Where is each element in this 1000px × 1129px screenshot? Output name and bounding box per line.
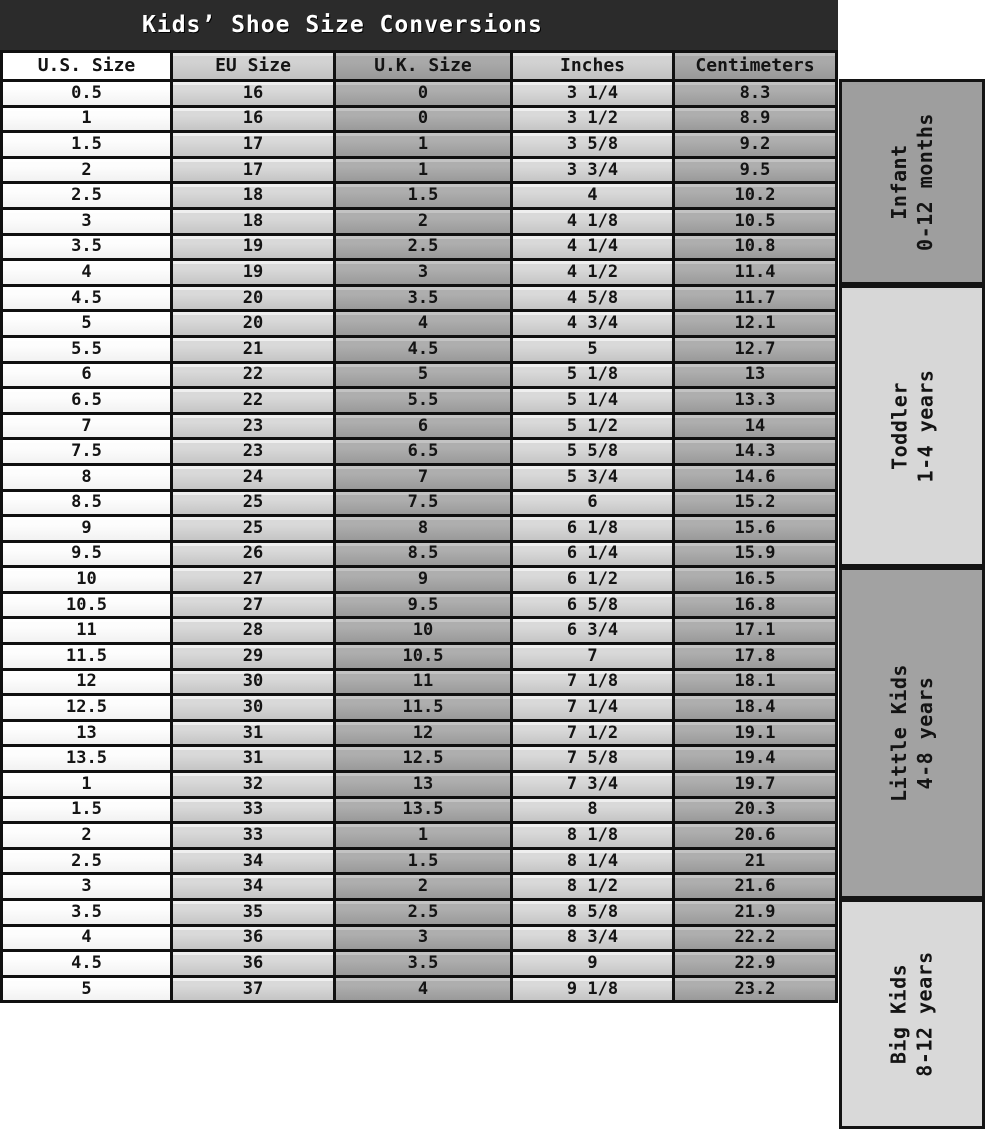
cell-eu-size: 31	[173, 747, 333, 770]
cell-centimeters: 17.1	[675, 619, 835, 642]
table-row	[3, 799, 835, 822]
table-row	[3, 952, 835, 975]
column-header-centimeters: Centimeters	[675, 53, 835, 79]
cell-inches: 6 1/4	[513, 543, 672, 566]
table-row	[3, 108, 835, 131]
cell-centimeters: 19.1	[675, 722, 835, 745]
table-row	[3, 440, 835, 463]
cell-centimeters: 23.2	[675, 978, 835, 1001]
cell-centimeters: 14.6	[675, 466, 835, 489]
cell-us-size: 3	[3, 210, 170, 233]
cell-inches: 8	[513, 799, 672, 822]
table-row	[3, 492, 835, 515]
age-band-infant-label: Infant 0-12 months	[886, 113, 937, 251]
cell-inches: 6	[513, 492, 672, 515]
cell-us-size: 13.5	[3, 747, 170, 770]
age-band-toddler-label: Toddler 1-4 years	[887, 369, 937, 483]
cell-us-size: 10	[3, 568, 170, 591]
cell-us-size: 6.5	[3, 389, 170, 412]
cell-centimeters: 14	[675, 415, 835, 438]
cell-eu-size: 27	[173, 568, 333, 591]
cell-uk-size: 1	[336, 133, 510, 156]
cell-inches: 3 1/4	[513, 82, 672, 105]
cell-eu-size: 33	[173, 824, 333, 847]
cell-eu-size: 19	[173, 236, 333, 259]
cell-us-size: 4	[3, 261, 170, 284]
table-row	[3, 517, 835, 540]
cell-us-size: 9.5	[3, 543, 170, 566]
cell-us-size: 3.5	[3, 901, 170, 924]
cell-uk-size: 4	[336, 312, 510, 335]
cell-uk-size: 2.5	[336, 901, 510, 924]
table-row	[3, 287, 835, 310]
cell-eu-size: 18	[173, 184, 333, 207]
cell-eu-size: 34	[173, 875, 333, 898]
cell-centimeters: 21	[675, 850, 835, 873]
cell-us-size: 7.5	[3, 440, 170, 463]
cell-uk-size: 8	[336, 517, 510, 540]
cell-inches: 6 5/8	[513, 594, 672, 617]
cell-us-size: 5	[3, 312, 170, 335]
cell-us-size: 13	[3, 722, 170, 745]
table-row	[3, 927, 835, 950]
table-row	[3, 236, 835, 259]
cell-uk-size: 9	[336, 568, 510, 591]
cell-inches: 7 5/8	[513, 747, 672, 770]
cell-inches: 7 1/8	[513, 671, 672, 694]
cell-inches: 4	[513, 184, 672, 207]
cell-eu-size: 17	[173, 159, 333, 182]
cell-inches: 3 5/8	[513, 133, 672, 156]
cell-eu-size: 16	[173, 82, 333, 105]
cell-us-size: 6	[3, 364, 170, 387]
cell-us-size: 12.5	[3, 696, 170, 719]
cell-centimeters: 13.3	[675, 389, 835, 412]
table-row	[3, 594, 835, 617]
cell-uk-size: 1.5	[336, 184, 510, 207]
cell-uk-size: 6	[336, 415, 510, 438]
cell-eu-size: 28	[173, 619, 333, 642]
cell-inches: 5	[513, 338, 672, 361]
cell-uk-size: 1	[336, 159, 510, 182]
cell-eu-size: 22	[173, 364, 333, 387]
cell-us-size: 11.5	[3, 645, 170, 668]
cell-uk-size: 0	[336, 82, 510, 105]
cell-centimeters: 20.3	[675, 799, 835, 822]
cell-eu-size: 20	[173, 287, 333, 310]
cell-centimeters: 15.9	[675, 543, 835, 566]
cell-inches: 8 1/4	[513, 850, 672, 873]
table-row	[3, 159, 835, 182]
cell-inches: 3 1/2	[513, 108, 672, 131]
cell-us-size: 3.5	[3, 236, 170, 259]
cell-uk-size: 0	[336, 108, 510, 131]
table-row	[3, 261, 835, 284]
table-row	[3, 568, 835, 591]
cell-inches: 7 3/4	[513, 773, 672, 796]
cell-centimeters: 22.9	[675, 952, 835, 975]
cell-centimeters: 19.4	[675, 747, 835, 770]
cell-centimeters: 18.4	[675, 696, 835, 719]
table-row	[3, 850, 835, 873]
column-header-us-size: U.S. Size	[3, 53, 170, 79]
cell-uk-size: 8.5	[336, 543, 510, 566]
cell-eu-size: 16	[173, 108, 333, 131]
cell-inches: 6 1/2	[513, 568, 672, 591]
cell-inches: 8 3/4	[513, 927, 672, 950]
cell-centimeters: 19.7	[675, 773, 835, 796]
cell-centimeters: 15.6	[675, 517, 835, 540]
cell-eu-size: 20	[173, 312, 333, 335]
table-row	[3, 671, 835, 694]
table-row	[3, 389, 835, 412]
cell-uk-size: 4.5	[336, 338, 510, 361]
cell-eu-size: 35	[173, 901, 333, 924]
cell-uk-size: 2	[336, 210, 510, 233]
cell-centimeters: 15.2	[675, 492, 835, 515]
cell-uk-size: 12.5	[336, 747, 510, 770]
cell-uk-size: 12	[336, 722, 510, 745]
cell-eu-size: 25	[173, 517, 333, 540]
table-header-row	[3, 53, 835, 79]
cell-inches: 4 1/4	[513, 236, 672, 259]
cell-centimeters: 17.8	[675, 645, 835, 668]
cell-inches: 9	[513, 952, 672, 975]
cell-eu-size: 34	[173, 850, 333, 873]
cell-uk-size: 5	[336, 364, 510, 387]
cell-inches: 5 1/4	[513, 389, 672, 412]
cell-centimeters: 10.8	[675, 236, 835, 259]
column-header-inches: Inches	[513, 53, 672, 79]
cell-centimeters: 11.7	[675, 287, 835, 310]
table-row	[3, 773, 835, 796]
cell-eu-size: 21	[173, 338, 333, 361]
age-band-big-kids	[839, 899, 985, 1129]
cell-uk-size: 4	[336, 978, 510, 1001]
table-row	[3, 312, 835, 335]
cell-inches: 6 3/4	[513, 619, 672, 642]
cell-eu-size: 36	[173, 927, 333, 950]
cell-us-size: 9	[3, 517, 170, 540]
cell-centimeters: 10.5	[675, 210, 835, 233]
cell-eu-size: 31	[173, 722, 333, 745]
cell-us-size: 2.5	[3, 850, 170, 873]
cell-eu-size: 36	[173, 952, 333, 975]
cell-eu-size: 29	[173, 645, 333, 668]
cell-inches: 7 1/4	[513, 696, 672, 719]
table-row	[3, 364, 835, 387]
cell-eu-size: 22	[173, 389, 333, 412]
cell-us-size: 3	[3, 875, 170, 898]
table-row	[3, 978, 835, 1001]
cell-eu-size: 33	[173, 799, 333, 822]
cell-uk-size: 2.5	[336, 236, 510, 259]
cell-inches: 4 5/8	[513, 287, 672, 310]
cell-uk-size: 5.5	[336, 389, 510, 412]
cell-centimeters: 16.8	[675, 594, 835, 617]
cell-inches: 5 3/4	[513, 466, 672, 489]
cell-eu-size: 25	[173, 492, 333, 515]
cell-inches: 5 1/8	[513, 364, 672, 387]
table-row	[3, 184, 835, 207]
age-band-big-kids-label: Big Kids 8-12 years	[886, 951, 937, 1077]
cell-uk-size: 7	[336, 466, 510, 489]
cell-centimeters: 22.2	[675, 927, 835, 950]
cell-eu-size: 37	[173, 978, 333, 1001]
cell-inches: 8 1/8	[513, 824, 672, 847]
cell-us-size: 4	[3, 927, 170, 950]
table-row	[3, 82, 835, 105]
table-row	[3, 338, 835, 361]
cell-uk-size: 11	[336, 671, 510, 694]
cell-us-size: 4.5	[3, 287, 170, 310]
cell-eu-size: 32	[173, 773, 333, 796]
cell-inches: 5 5/8	[513, 440, 672, 463]
cell-us-size: 1	[3, 773, 170, 796]
cell-inches: 6 1/8	[513, 517, 672, 540]
cell-uk-size: 10	[336, 619, 510, 642]
table-row	[3, 722, 835, 745]
cell-centimeters: 16.5	[675, 568, 835, 591]
size-table	[0, 50, 838, 1003]
cell-eu-size: 24	[173, 466, 333, 489]
table-row	[3, 696, 835, 719]
cell-uk-size: 7.5	[336, 492, 510, 515]
cell-us-size: 0.5	[3, 82, 170, 105]
cell-inches: 9 1/8	[513, 978, 672, 1001]
table-row	[3, 466, 835, 489]
cell-inches: 8 5/8	[513, 901, 672, 924]
age-band-infant	[839, 79, 985, 285]
cell-inches: 7 1/2	[513, 722, 672, 745]
cell-centimeters: 12.7	[675, 338, 835, 361]
table-row	[3, 645, 835, 668]
cell-eu-size: 26	[173, 543, 333, 566]
cell-centimeters: 9.5	[675, 159, 835, 182]
cell-uk-size: 3.5	[336, 952, 510, 975]
cell-inches: 7	[513, 645, 672, 668]
table-row	[3, 901, 835, 924]
page-title: Kids’ Shoe Size Conversions	[142, 12, 543, 38]
cell-us-size: 1.5	[3, 799, 170, 822]
cell-inches: 5 1/2	[513, 415, 672, 438]
table-row	[3, 415, 835, 438]
cell-uk-size: 3	[336, 927, 510, 950]
cell-us-size: 1	[3, 108, 170, 131]
cell-uk-size: 2	[336, 875, 510, 898]
cell-eu-size: 17	[173, 133, 333, 156]
cell-uk-size: 3.5	[336, 287, 510, 310]
cell-centimeters: 8.3	[675, 82, 835, 105]
column-header-uk-size: U.K. Size	[336, 53, 510, 79]
cell-centimeters: 10.2	[675, 184, 835, 207]
cell-us-size: 1.5	[3, 133, 170, 156]
cell-centimeters: 21.6	[675, 875, 835, 898]
cell-eu-size: 18	[173, 210, 333, 233]
cell-centimeters: 11.4	[675, 261, 835, 284]
cell-centimeters: 8.9	[675, 108, 835, 131]
age-band-toddler	[839, 285, 985, 567]
cell-inches: 4 1/2	[513, 261, 672, 284]
table-row	[3, 133, 835, 156]
cell-inches: 4 3/4	[513, 312, 672, 335]
cell-us-size: 8	[3, 466, 170, 489]
cell-centimeters: 12.1	[675, 312, 835, 335]
cell-eu-size: 27	[173, 594, 333, 617]
age-band-little-kids	[839, 567, 985, 899]
cell-centimeters: 9.2	[675, 133, 835, 156]
cell-eu-size: 23	[173, 415, 333, 438]
cell-us-size: 8.5	[3, 492, 170, 515]
cell-us-size: 2	[3, 159, 170, 182]
cell-uk-size: 11.5	[336, 696, 510, 719]
title-bar	[0, 0, 838, 50]
table-row	[3, 824, 835, 847]
cell-uk-size: 13	[336, 773, 510, 796]
cell-centimeters: 21.9	[675, 901, 835, 924]
cell-uk-size: 1	[336, 824, 510, 847]
cell-centimeters: 18.1	[675, 671, 835, 694]
cell-uk-size: 6.5	[336, 440, 510, 463]
table-row	[3, 210, 835, 233]
cell-uk-size: 3	[336, 261, 510, 284]
table-row	[3, 747, 835, 770]
cell-us-size: 12	[3, 671, 170, 694]
cell-inches: 3 3/4	[513, 159, 672, 182]
table-row	[3, 543, 835, 566]
cell-us-size: 5	[3, 978, 170, 1001]
cell-us-size: 7	[3, 415, 170, 438]
cell-centimeters: 20.6	[675, 824, 835, 847]
cell-eu-size: 30	[173, 671, 333, 694]
cell-uk-size: 10.5	[336, 645, 510, 668]
cell-us-size: 2.5	[3, 184, 170, 207]
table-row	[3, 875, 835, 898]
age-band-little-kids-label: Little Kids 4-8 years	[886, 664, 937, 802]
column-header-eu-size: EU Size	[173, 53, 333, 79]
cell-uk-size: 1.5	[336, 850, 510, 873]
cell-eu-size: 19	[173, 261, 333, 284]
cell-us-size: 4.5	[3, 952, 170, 975]
cell-uk-size: 9.5	[336, 594, 510, 617]
cell-inches: 4 1/8	[513, 210, 672, 233]
cell-us-size: 2	[3, 824, 170, 847]
cell-uk-size: 13.5	[336, 799, 510, 822]
cell-eu-size: 30	[173, 696, 333, 719]
cell-centimeters: 14.3	[675, 440, 835, 463]
cell-centimeters: 13	[675, 364, 835, 387]
cell-eu-size: 23	[173, 440, 333, 463]
table-row	[3, 619, 835, 642]
cell-inches: 8 1/2	[513, 875, 672, 898]
cell-us-size: 10.5	[3, 594, 170, 617]
cell-us-size: 11	[3, 619, 170, 642]
cell-us-size: 5.5	[3, 338, 170, 361]
